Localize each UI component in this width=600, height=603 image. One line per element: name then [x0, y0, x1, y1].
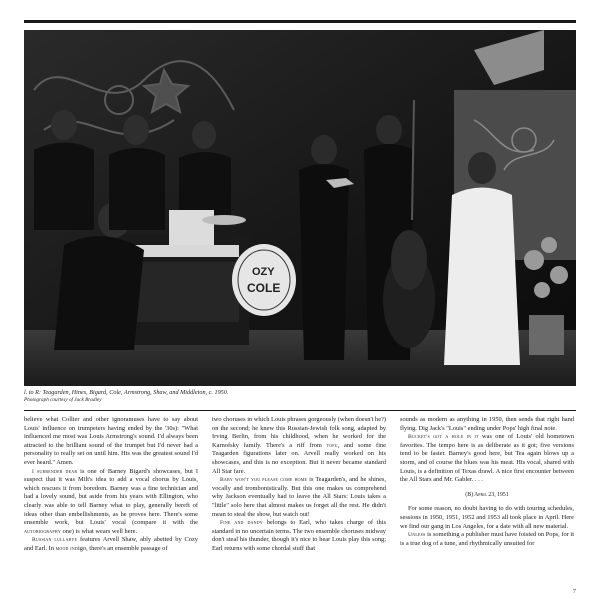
paragraph-text: believe what Collier and other ignoramuses have to say about Louis' influence on trumpeters having ended by the '30s): "What influenced me most was Louis Armstrong's sound. I'd always been attracted to the brilliant sound of the trumpet but I'd never had a personality to really set on until him. His was the greatest sound I'd ever heard." Amen. — [24, 416, 198, 466]
paragraph-text: belongs to Earl, who takes charge of this standard in no uncertain terms. The two ensemble choruses midway don't steal his thunder, though it's nice to hear Louis play this song; Earl returns with some chordal stuff that — [212, 519, 386, 552]
photograph-illustration — [24, 30, 576, 386]
top-rule — [24, 20, 576, 23]
paragraph — [400, 531, 574, 548]
caption-text: l. to R: Teagarden, Hines, Bigard, Cole, Armstrong, Shaw, and Middleton, c. 1950. — [24, 389, 229, 396]
session-date: (B) April 23, 1951 — [465, 491, 509, 498]
paragraph-text: is something a publisher must have foisted on Pops, for it is a true dog of a tune, and rhythmically unsuited for — [400, 531, 574, 547]
paragraph-text: sounds as modern as anything in 1950, then sends that right hand flying. Dig Jack's "Louis" ending under Pops' high final note. — [400, 416, 574, 432]
photo-caption — [24, 389, 384, 404]
paragraph-text: is Teagarden's, and he shines, vocally and trombonistically. But this one makes us comprehend why Jackson eventually had to leave the All Stars: Louis takes a "little" solo here that almost makes us forget all the rest. He didn't mean to steal the show, but watch out! — [212, 476, 386, 518]
song-title: Baby won't you please come home — [220, 477, 308, 484]
page-number: 7 — [572, 588, 576, 595]
paragraph — [24, 468, 198, 537]
paragraph — [400, 433, 574, 485]
text-column-1 — [24, 416, 198, 554]
paragraph-text: two choruses in which Louis phrases gorgeously (when doesn't he?) on the second; he knew this Russian-Jewish folk song, adapted by Irving Berlin, from his childhood, when he worked for the Karnofsky family. There's a riff from — [212, 416, 386, 449]
paragraph-text: was one of Louis' old hometown favorites. The tempo here is as deliberate as it got; five versions tend to be faster. Barney's good here, but Tea again blows up a storm, and of course the blues was his meat. His vocal, shared with Louis, is a definition of Texas drawl. A nice first encounter between the All Stars and Mr. Gabler. . . . — [400, 433, 574, 484]
song-title: I surrender dear — [32, 468, 78, 475]
bass-drum-text-1: OZY — [252, 266, 275, 278]
paragraph — [212, 476, 386, 519]
song-title: Bucket's got a hole in it — [408, 434, 479, 441]
divider-rule — [24, 410, 576, 411]
text-column-2 — [212, 416, 386, 554]
paragraph — [400, 416, 574, 433]
paragraph — [24, 416, 198, 468]
song-title: tofu — [326, 442, 338, 449]
song-title: Fine and dandy — [220, 520, 263, 527]
paragraph — [24, 536, 198, 553]
paragraph-text: is one of Barney Bigard's showcases, but I suspect that it was Milt's idea to add a vocal chorus by Louis, which rescues it from boredom. Barney was a fine technician and had a lovely sound, but aside from his years with Ellington, who clearly was able to tell Barney what to play, generally bereft of ideas other than embellishments, as he proves here. There's some ensemble work, but Louis' vocal (compare it with the — [24, 467, 198, 527]
song-title: Russian lullabye — [32, 537, 78, 544]
paragraph-text: For some reason, no doubt having to do with touring schedules, sessions in 1950, 1951, 1952 and 1953 all took place in April. Here we find our gang in Los Angeles, for a date with all new material. — [400, 505, 574, 530]
bass-drum-text-2: COLE — [247, 281, 281, 295]
caption-credit: Photograph courtesy of Jack Bradley — [24, 396, 102, 403]
paragraph — [212, 519, 386, 553]
paragraph-text: one) is what wears well here. — [60, 527, 138, 535]
text-column-3 — [400, 416, 574, 548]
paragraph-text: igo, there's an ensemble passage of — [77, 544, 168, 552]
song-title: mood ind — [55, 545, 78, 552]
paragraph-text: , and some fine Teagarden figurations later on. Arvell really worked on his showcases, and this is no exception. But it never became standard All Star fare. — [212, 441, 386, 475]
album-title: autobiography — [24, 528, 61, 535]
paragraph-text: features Arvell Shaw, ably abetted by Cozy and Earl. In — [24, 536, 198, 552]
paragraph — [212, 416, 386, 476]
song-title: Unless — [408, 532, 426, 539]
paragraph — [400, 505, 574, 531]
band-photograph — [24, 30, 576, 386]
